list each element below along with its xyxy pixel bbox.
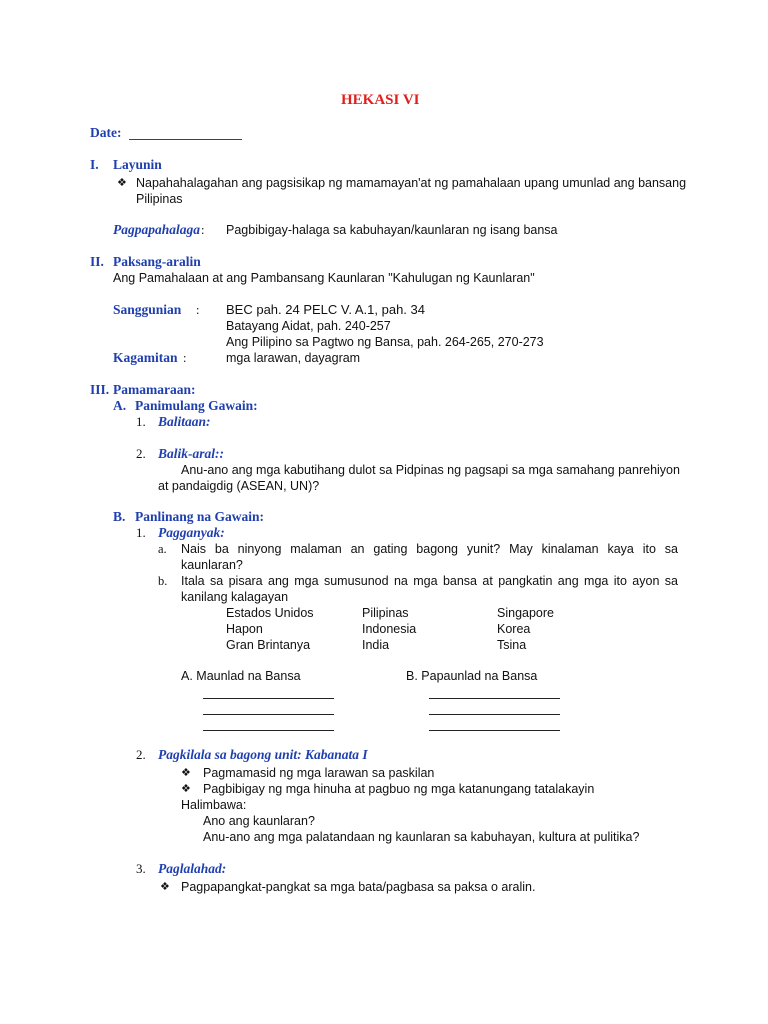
references-label: Sanggunian	[113, 302, 182, 317]
section-1-heading: Layunin	[113, 157, 162, 172]
part-a-letter: A.	[113, 398, 127, 413]
section-2-heading: Paksang-aralin	[113, 254, 201, 269]
section-1-numeral: I.	[90, 157, 99, 172]
date-blank-line	[129, 139, 242, 140]
part-a-item-1-number: 1.	[136, 414, 146, 429]
part-b-item-3-label: Paglalahad:	[158, 861, 227, 876]
country-cell: Estados Unidos	[226, 606, 314, 620]
value-label: Pagpapahalaga	[113, 222, 201, 237]
answer-blank-line	[203, 714, 334, 715]
part-a-heading: Panimulang Gawain:	[135, 398, 258, 413]
objective-line-2: Pilipinas	[136, 192, 183, 206]
country-cell: Hapon	[226, 622, 263, 636]
section-3-heading: Pamamaraan:	[113, 382, 196, 397]
part-a-item-1-label: Balitaan:	[158, 414, 211, 429]
materials-colon: :	[183, 351, 187, 365]
diamond-bullet-icon: ❖	[181, 783, 191, 795]
sub-item-b-line-1: Itala sa pisara ang mga sumusunod na mga bansa at pangkatin ang mga ito ayon sa	[181, 574, 678, 588]
activity-bullet-2: Pagbibigay ng mga hinuha at pagbuo ng mga katanungang tatalakayin	[203, 782, 595, 796]
value-text: Pagbibigay-halaga sa kabuhayan/kaunlaran ng isang bansa	[226, 223, 558, 237]
example-question-1: Ano ang kaunlaran?	[203, 814, 315, 828]
country-cell: Singapore	[497, 606, 554, 620]
answer-blank-line	[203, 730, 334, 731]
developing-nations-heading: B. Papaunlad na Bansa	[406, 669, 538, 683]
part-b-item-2-label: Pagkilala sa bagong unit: Kabanata I	[158, 747, 368, 762]
reference-2: Batayang Aidat, pah. 240-257	[226, 319, 391, 333]
country-cell: Gran Brintanya	[226, 638, 311, 652]
part-b-item-3-number: 3.	[136, 861, 146, 876]
diamond-bullet-icon: ❖	[117, 177, 127, 189]
sub-item-b-line-2: kanilang kalagayan	[181, 590, 289, 604]
sub-item-a-line-1: Nais ba ninyong malaman an gating bagong yunit? May kinalaman kaya ito sa	[181, 542, 678, 556]
objective-line-1: Napahahalagahan ang pagsisikap ng mamamayan'at ng pamahalaan upang umunlad ang bansang	[136, 176, 687, 190]
part-a-item-2-number: 2.	[136, 446, 146, 461]
answer-blank-line	[429, 730, 560, 731]
developed-nations-heading: A. Maunlad na Bansa	[181, 669, 301, 683]
country-cell: Korea	[497, 622, 531, 636]
reference-3: Ang Pilipino sa Pagtwo ng Bansa, pah. 264-265, 270-273	[226, 335, 544, 349]
part-b-item-1-number: 1.	[136, 525, 146, 540]
part-b-heading: Panlinang na Gawain:	[135, 509, 265, 524]
value-colon: :	[201, 223, 205, 237]
review-question-line-1: Anu-ano ang mga kabutihang dulot sa Pidpinas ng pagsapi sa mga samahang panrehiyon	[181, 463, 680, 477]
materials-text: mga larawan, dayagram	[226, 351, 361, 365]
diamond-bullet-icon: ❖	[160, 881, 170, 893]
part-b-item-1-label: Pagganyak:	[158, 525, 225, 540]
materials-label: Kagamitan	[113, 350, 178, 365]
answer-blank-line	[429, 714, 560, 715]
diamond-bullet-icon: ❖	[181, 767, 191, 779]
reference-1: BEC pah. 24 PELC V. A.1, pah. 34	[226, 302, 425, 317]
part-b-letter: B.	[113, 509, 126, 524]
date-label: Date:	[90, 125, 122, 140]
example-label: Halimbawa:	[181, 798, 247, 812]
part-b-item-2-number: 2.	[136, 747, 146, 762]
document-title: HEKASI VI	[341, 92, 420, 108]
country-cell: Pilipinas	[362, 606, 409, 620]
activity-bullet-1: Pagmamasid ng mga larawan sa paskilan	[203, 766, 435, 780]
topic-text: Ang Pamahalaan at ang Pambansang Kaunlaran "Kahulugan ng Kaunlaran"	[113, 271, 535, 285]
review-question-line-2: at pandaigdig (ASEAN, UN)?	[158, 479, 320, 493]
sub-item-a-line-2: kaunlaran?	[181, 558, 243, 572]
country-cell: India	[362, 638, 390, 652]
references-colon: :	[196, 303, 200, 317]
section-2-numeral: II.	[90, 254, 104, 269]
example-question-2: Anu-ano ang mga palatandaan ng kaunlaran sa kabuhayan, kultura at pulitika?	[203, 830, 640, 844]
sub-item-a-letter: a.	[158, 542, 167, 556]
section-3-numeral: III.	[90, 382, 110, 397]
part-a-item-2-label: Balik-aral::	[158, 446, 224, 461]
answer-blank-line	[429, 698, 560, 699]
country-cell: Indonesia	[362, 622, 417, 636]
answer-blank-line	[203, 698, 334, 699]
sub-item-b-letter: b.	[158, 574, 168, 588]
country-cell: Tsina	[497, 638, 527, 652]
presentation-bullet: Pagpapangkat-pangkat sa mga bata/pagbasa sa paksa o aralin.	[181, 880, 536, 894]
